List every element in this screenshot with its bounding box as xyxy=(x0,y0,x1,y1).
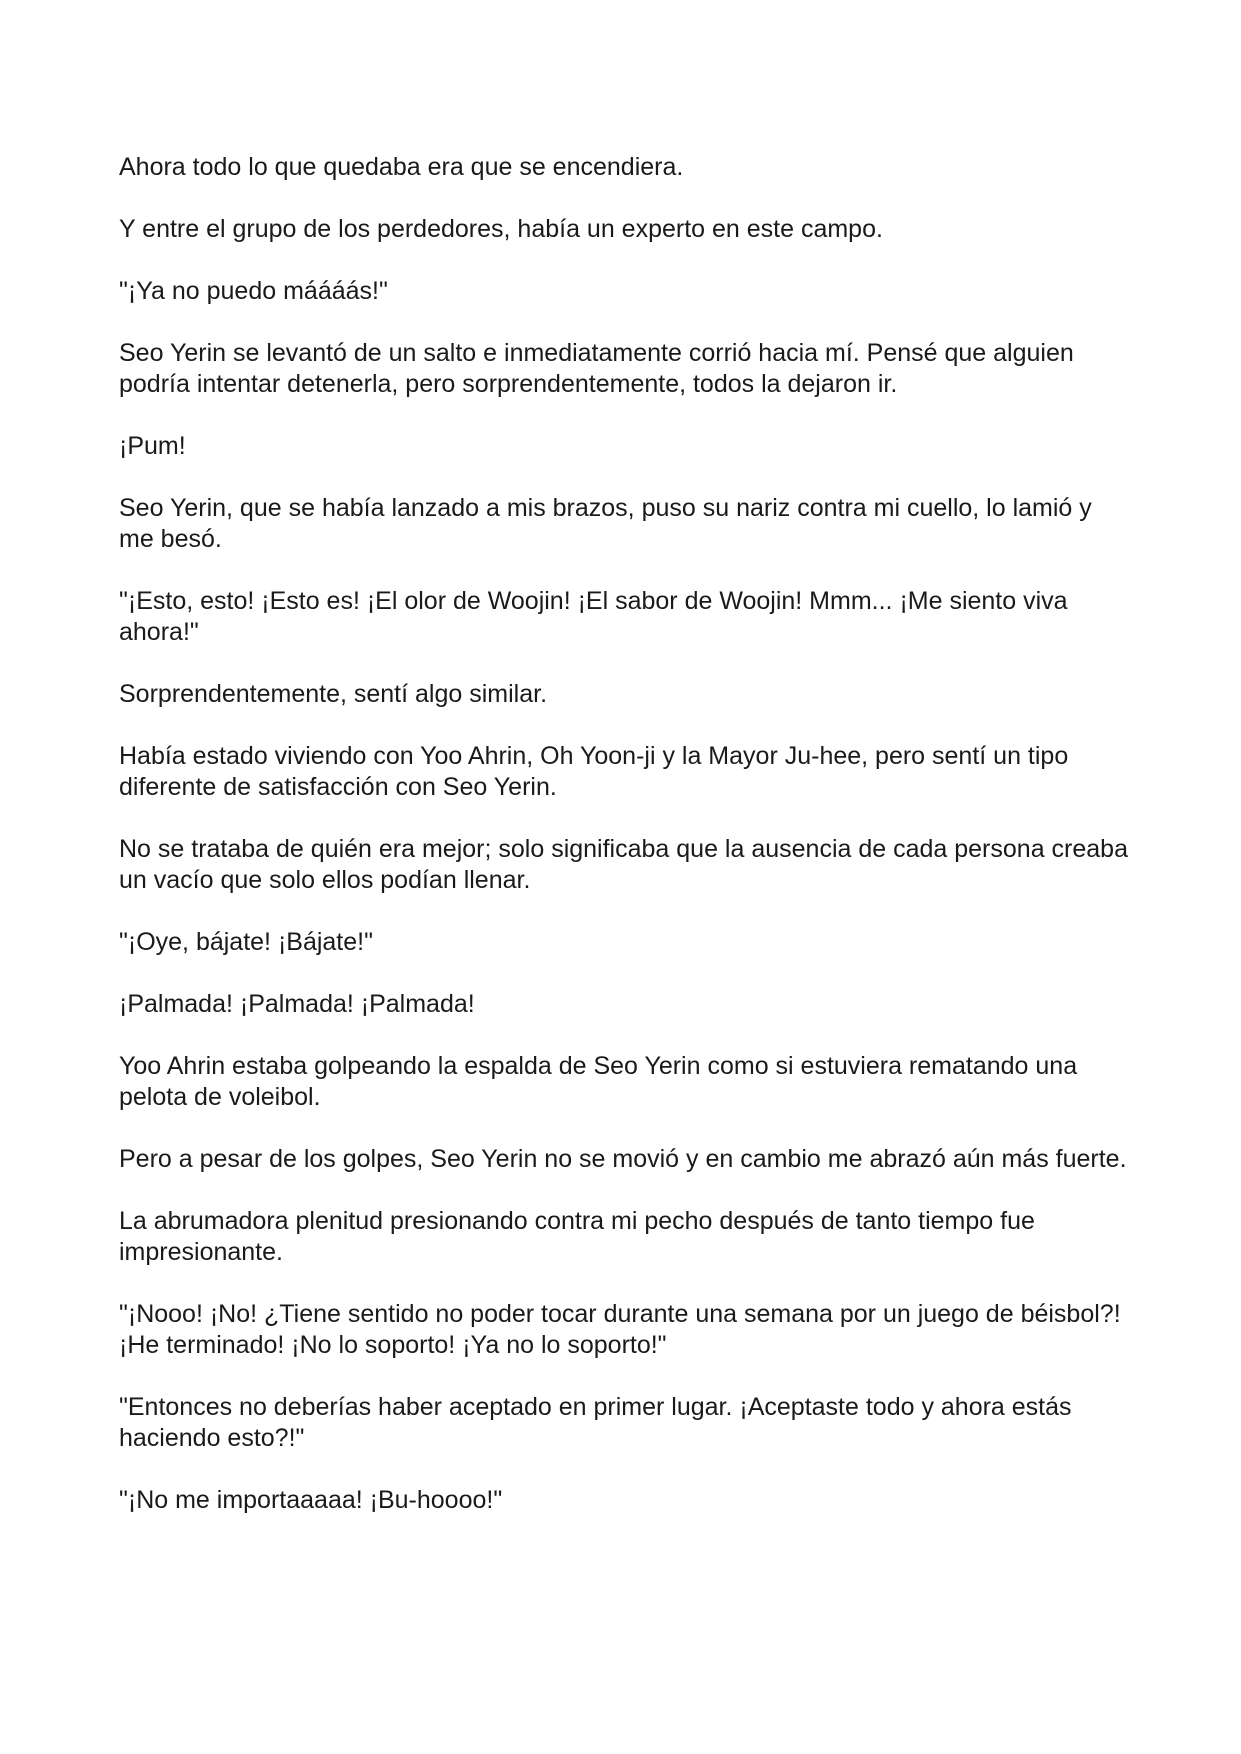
paragraph: Sorprendentemente, sentí algo similar. xyxy=(119,680,548,708)
paragraph: ¡Pum! xyxy=(119,432,186,460)
paragraph: Seo Yerin, que se había lanzado a mis brazos, puso su nariz contra mi cuello, lo lamió y me besó. xyxy=(119,494,1092,553)
paragraph: Había estado viviendo con Yoo Ahrin, Oh Yoon-ji y la Mayor Ju-hee, pero sentí un tipo diferente de satisfacción con Seo Yerin. xyxy=(119,742,1069,801)
paragraph: "¡Esto, esto! ¡Esto es! ¡El olor de Woojin! ¡El sabor de Woojin! Mmm... ¡Me siento viva ahora!" xyxy=(119,587,1068,646)
text-column xyxy=(119,152,1129,1547)
paragraph: Pero a pesar de los golpes, Seo Yerin no se movió y en cambio me abrazó aún más fuerte. xyxy=(119,1145,1127,1173)
paragraph: "¡No me importaaaaa! ¡Bu-hoooo!" xyxy=(119,1486,503,1514)
paragraph: "Entonces no deberías haber aceptado en primer lugar. ¡Aceptaste todo y ahora estás haciendo esto?!" xyxy=(119,1393,1072,1452)
paragraph: Seo Yerin se levantó de un salto e inmediatamente corrió hacia mí. Pensé que alguien podría intentar detenerla, pero sorprendentemente, todos la dejaron ir. xyxy=(119,339,1074,398)
paragraph: "¡Oye, bájate! ¡Bájate!" xyxy=(119,928,373,956)
paragraph: No se trataba de quién era mejor; solo significaba que la ausencia de cada persona creaba un vacío que solo ellos podían llenar. xyxy=(119,835,1128,894)
paragraph: Ahora todo lo que quedaba era que se encendiera. xyxy=(119,153,684,181)
paragraph: ¡Palmada! ¡Palmada! ¡Palmada! xyxy=(119,990,475,1018)
paragraph: Y entre el grupo de los perdedores, había un experto en este campo. xyxy=(119,215,883,243)
paragraph: "¡Ya no puedo máááás!" xyxy=(119,277,388,305)
paragraph: "¡Nooo! ¡No! ¿Tiene sentido no poder tocar durante una semana por un juego de béisbol?! ¡He terminado! ¡No lo soporto! ¡Ya no lo soporto!" xyxy=(119,1300,1121,1359)
paragraph: Yoo Ahrin estaba golpeando la espalda de Seo Yerin como si estuviera rematando una pelota de voleibol. xyxy=(119,1052,1078,1111)
paragraph: La abrumadora plenitud presionando contra mi pecho después de tanto tiempo fue impresionante. xyxy=(119,1207,1035,1266)
